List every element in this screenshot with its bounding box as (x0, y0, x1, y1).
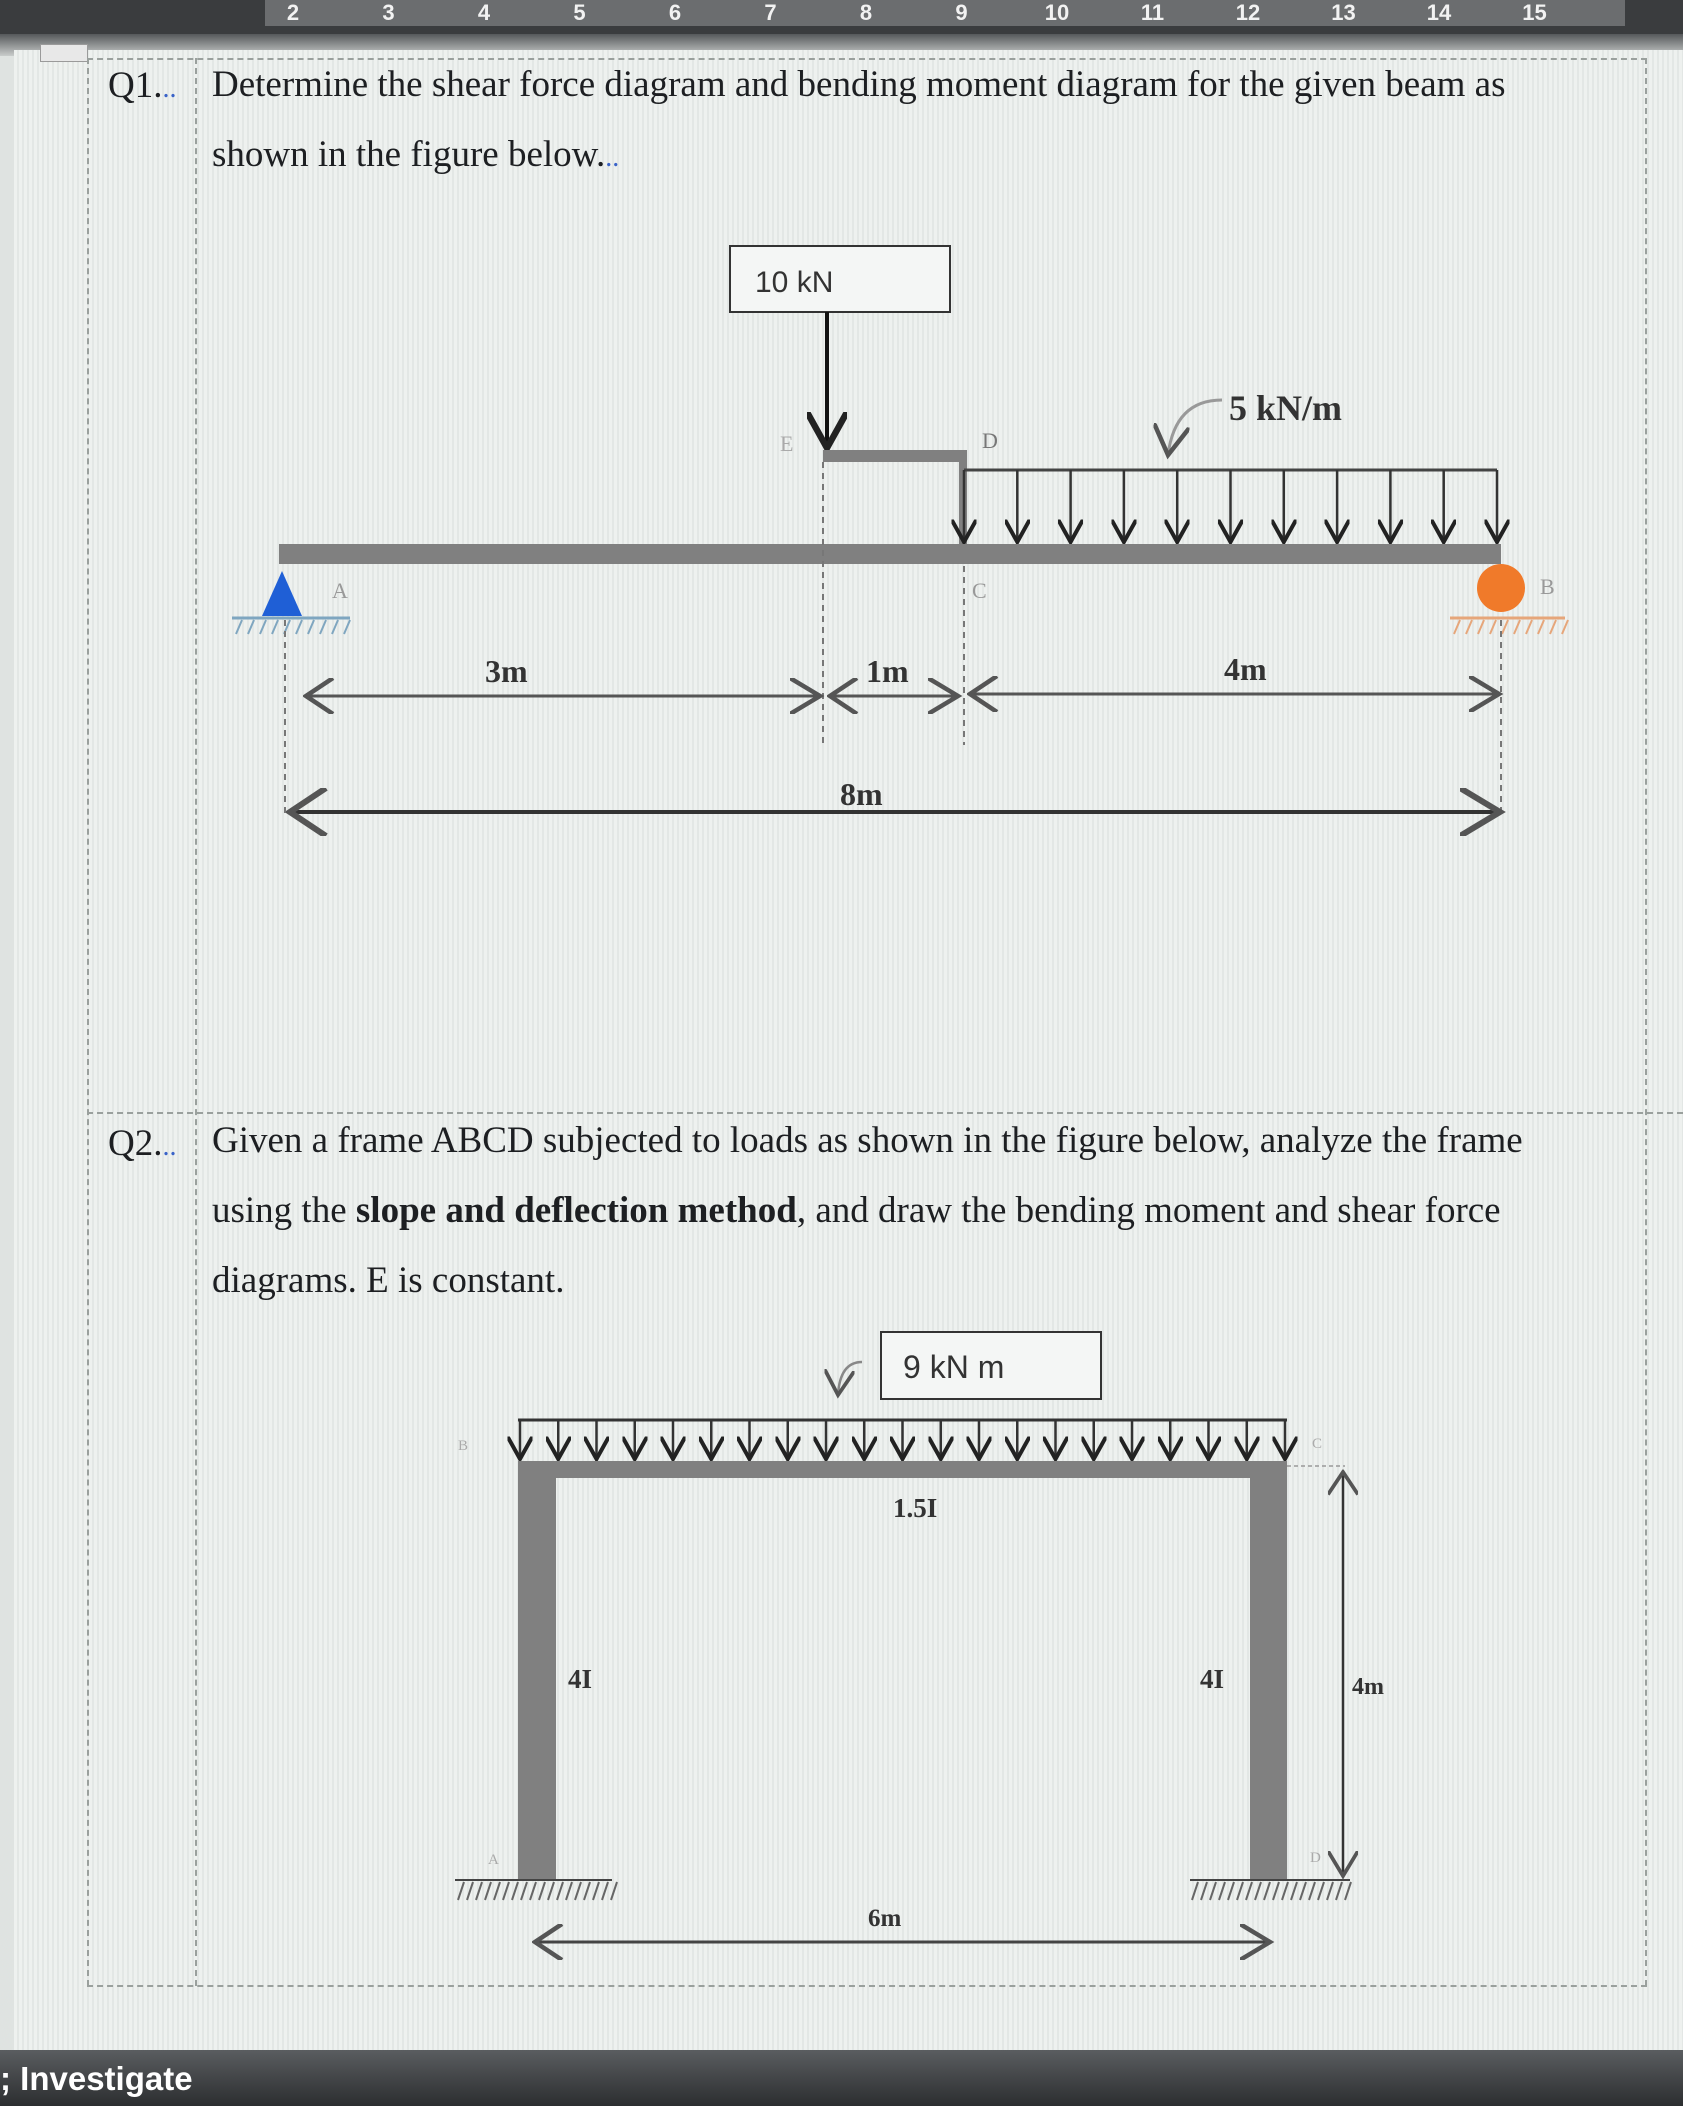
hatch-line (1327, 1882, 1333, 1900)
frame-label-d: D (1310, 1850, 1321, 1866)
label-right-col-inertia: 4I (1200, 1664, 1225, 1694)
hatch-line (521, 1882, 527, 1900)
hatch-line (260, 620, 266, 634)
hatch-line (248, 620, 254, 634)
hatch-line (467, 1882, 473, 1900)
hatch-line (1300, 1882, 1306, 1900)
label-b: B (1540, 574, 1555, 599)
hatch-line (308, 620, 314, 634)
hatch-line (1282, 1882, 1288, 1900)
hatch-line (494, 1882, 500, 1900)
hatch-line (1246, 1882, 1252, 1900)
hatch-line (1273, 1882, 1279, 1900)
investigate-button[interactable]: ; Investigate (0, 2060, 193, 2097)
hatch-line (476, 1882, 482, 1900)
moment-load-label: 9 kN m (903, 1349, 1005, 1385)
hatch-line (1490, 620, 1496, 634)
hatch-line (1562, 620, 1568, 634)
hatch-line (602, 1882, 608, 1900)
paragraph-mark: .. (162, 1131, 177, 1162)
hatch-line (1345, 1882, 1351, 1900)
hatch-line (272, 620, 278, 634)
point-load-label: 10 kN (755, 266, 834, 299)
ruler-number: 15 (1522, 0, 1547, 25)
dim-3m-label: 3m (485, 653, 528, 689)
dim-8m-label: 8m (840, 776, 883, 812)
dim-4m-label: 4m (1224, 651, 1267, 687)
q2-method-bold: slope and deflection method (355, 1190, 797, 1231)
hatch-line (1201, 1882, 1207, 1900)
ruler-number: 13 (1331, 0, 1356, 25)
hatch-line (485, 1882, 491, 1900)
hatch-line (1237, 1882, 1243, 1900)
udl-label: 5 kN/m (1229, 388, 1343, 428)
beam (279, 544, 1501, 564)
hatch-line (557, 1882, 563, 1900)
hatch-line (320, 620, 326, 634)
ruler-number: 11 (1140, 0, 1165, 25)
hatch-line (566, 1882, 572, 1900)
hatch-line (548, 1882, 554, 1900)
frame-beam-bc (518, 1461, 1287, 1478)
hatch-line (1502, 620, 1508, 634)
dimension-guides (285, 462, 1501, 815)
paragraph-mark: .. (605, 142, 620, 173)
q1-beam-figure (232, 246, 1568, 815)
hatch-line (1264, 1882, 1270, 1900)
ruler-number: 9 (955, 0, 968, 25)
pin-support-a (262, 571, 302, 616)
label-beam-inertia: 1.5I (893, 1493, 938, 1523)
taskbar (0, 2050, 1683, 2106)
frame-label-c: C (1312, 1436, 1323, 1452)
label-e: E (780, 431, 794, 456)
ruler-number: 14 (1426, 0, 1452, 25)
frame-column-ab (518, 1461, 556, 1879)
ruler-number: 12 (1235, 0, 1261, 25)
q2-line3: diagrams. E is constant. (212, 1260, 565, 1301)
hatch-line (1514, 620, 1520, 634)
frame-label-a: A (488, 1852, 499, 1868)
hatch-line (1336, 1882, 1342, 1900)
ruler-number: 2 (286, 0, 300, 25)
hatch-line (1538, 620, 1544, 634)
roller-support-b (1477, 564, 1525, 612)
hatch-line (332, 620, 338, 634)
hatch-line (1291, 1882, 1297, 1900)
dim-span-label: 6m (868, 1905, 902, 1932)
hatch-line (1526, 620, 1532, 634)
hatch-line (1192, 1882, 1198, 1900)
label-left-col-inertia: 4I (568, 1664, 593, 1694)
q1-number-text: Q1. (108, 65, 163, 106)
hatch-line (1228, 1882, 1234, 1900)
q1-line2-text: shown in the figure below. (212, 134, 606, 175)
hatch-line (1309, 1882, 1315, 1900)
hatch-line (539, 1882, 545, 1900)
fixed-support-hatch (458, 1882, 1351, 1900)
ruler-number: 6 (668, 0, 682, 25)
q2-number-text: Q2. (108, 1123, 163, 1164)
label-d: D (982, 428, 998, 453)
q1-line1: Determine the shear force diagram and bending moment diagram for the given beam as (212, 64, 1506, 105)
ruler-number: 3 (382, 0, 395, 25)
hatch-line (1210, 1882, 1216, 1900)
hatch-line (236, 620, 242, 634)
hatch-line (1454, 620, 1460, 634)
hatch-line (344, 620, 350, 634)
hatch-line (512, 1882, 518, 1900)
ruler-number: 5 (573, 0, 586, 25)
hatch-line (593, 1882, 599, 1900)
load-step-top (823, 450, 964, 462)
q2-line1: Given a frame ABCD subjected to loads as shown in the figure below, analyze the frame (212, 1120, 1523, 1161)
hatch-line (1466, 620, 1472, 634)
label-c: C (972, 578, 987, 603)
paragraph-mark: .. (162, 73, 177, 104)
hatch-line (1219, 1882, 1225, 1900)
hatch-line (296, 620, 302, 634)
label-a: A (332, 578, 348, 603)
hatch-line (503, 1882, 509, 1900)
hatch-line (611, 1882, 617, 1900)
q2-line2-post: , and draw the bending moment and shear force (796, 1190, 1501, 1231)
dim-1m-label: 1m (866, 653, 909, 689)
hatch-line (458, 1882, 464, 1900)
udl-arrows (964, 470, 1497, 542)
udl-moment-curve-arrow (1168, 400, 1222, 455)
q2-frame-figure (455, 1332, 1384, 1942)
dim-height-label: 4m (1352, 1674, 1384, 1700)
hatch-line (575, 1882, 581, 1900)
frame-column-cd (1250, 1461, 1287, 1879)
moment-curve-arrow (838, 1362, 862, 1395)
hatch-line (1550, 620, 1556, 634)
q2-line2-pre: using the (212, 1190, 356, 1231)
ruler-number: 8 (859, 0, 873, 25)
ruler-number: 7 (764, 0, 777, 25)
ruler-number: 10 (1044, 0, 1070, 25)
frame-udl-arrows (520, 1420, 1285, 1459)
hatch-line (1478, 620, 1484, 634)
hatch-line (530, 1882, 536, 1900)
hatch-line (584, 1882, 590, 1900)
frame-label-b: B (458, 1438, 469, 1454)
ground-hatch-b-lines (1454, 620, 1568, 634)
ground-hatch-a-lines (236, 620, 350, 634)
ruler-number: 4 (477, 0, 491, 25)
hatch-line (1318, 1882, 1324, 1900)
hatch-line (1255, 1882, 1261, 1900)
